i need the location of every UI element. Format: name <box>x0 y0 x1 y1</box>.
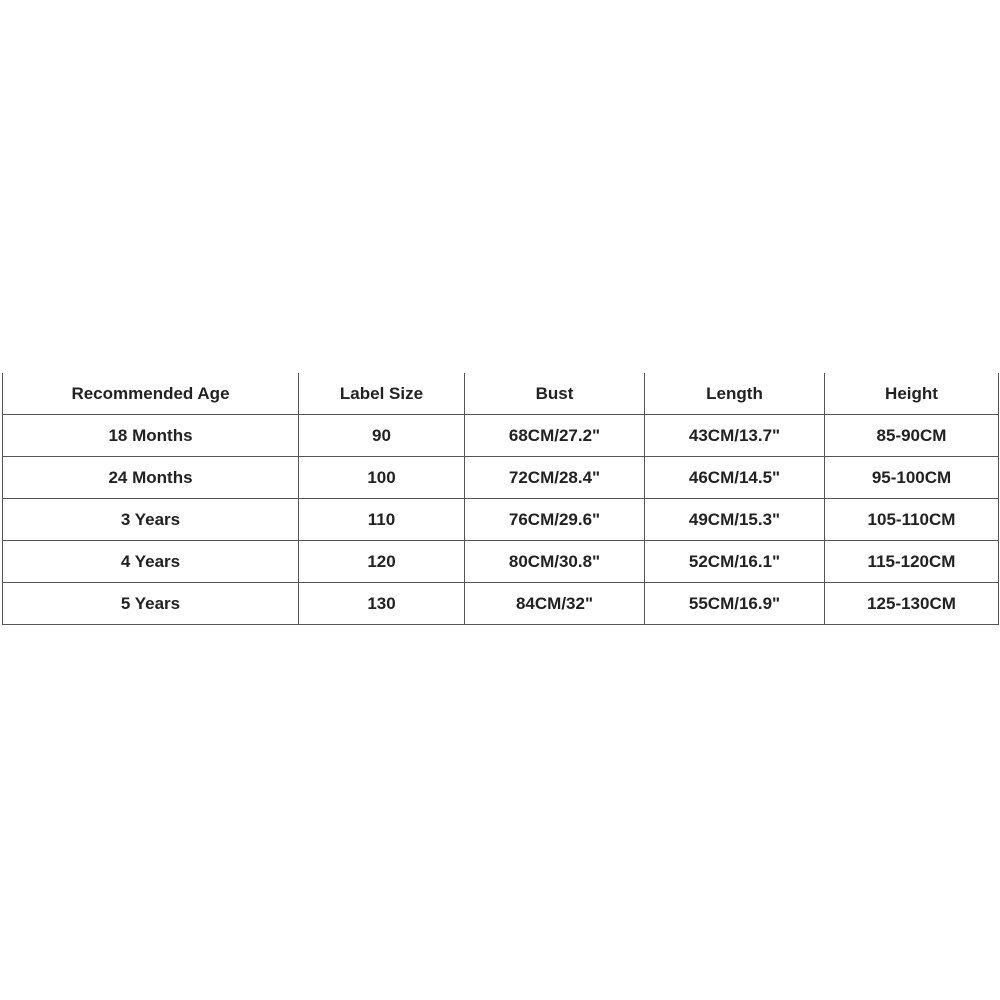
cell-label-size: 110 <box>299 499 465 541</box>
cell-bust: 80CM/30.8" <box>465 541 645 583</box>
cell-recommended-age: 3 Years <box>3 499 299 541</box>
header-bust: Bust <box>465 373 645 415</box>
cell-label-size: 100 <box>299 457 465 499</box>
cell-height: 95-100CM <box>825 457 999 499</box>
table-row <box>3 499 999 541</box>
cell-recommended-age: 5 Years <box>3 583 299 625</box>
table-row <box>3 541 999 583</box>
header-recommended-age: Recommended Age <box>3 373 299 415</box>
cell-recommended-age: 18 Months <box>3 415 299 457</box>
cell-bust: 84CM/32" <box>465 583 645 625</box>
cell-length: 46CM/14.5" <box>645 457 825 499</box>
cell-height: 85-90CM <box>825 415 999 457</box>
header-length: Length <box>645 373 825 415</box>
cell-length: 43CM/13.7" <box>645 415 825 457</box>
header-height: Height <box>825 373 999 415</box>
cell-recommended-age: 24 Months <box>3 457 299 499</box>
cell-recommended-age: 4 Years <box>3 541 299 583</box>
cell-length: 55CM/16.9" <box>645 583 825 625</box>
cell-length: 52CM/16.1" <box>645 541 825 583</box>
header-label-size: Label Size <box>299 373 465 415</box>
table-row <box>3 415 999 457</box>
table-row <box>3 583 999 625</box>
table-row <box>3 457 999 499</box>
cell-bust: 72CM/28.4" <box>465 457 645 499</box>
cell-height: 105-110CM <box>825 499 999 541</box>
cell-bust: 76CM/29.6" <box>465 499 645 541</box>
cell-label-size: 90 <box>299 415 465 457</box>
size-chart-table <box>2 373 999 625</box>
cell-label-size: 120 <box>299 541 465 583</box>
cell-label-size: 130 <box>299 583 465 625</box>
table-header-row <box>3 373 999 415</box>
cell-length: 49CM/15.3" <box>645 499 825 541</box>
cell-height: 125-130CM <box>825 583 999 625</box>
cell-height: 115-120CM <box>825 541 999 583</box>
cell-bust: 68CM/27.2" <box>465 415 645 457</box>
